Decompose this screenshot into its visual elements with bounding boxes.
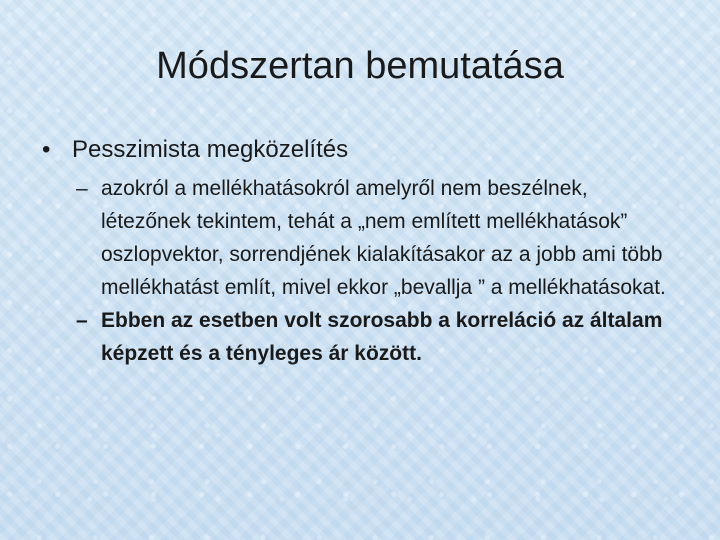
bullet-item <box>40 132 680 168</box>
sub-bullet-text: Ebben az esetben volt szorosabb a korreláció az általam képzett és a tényleges ár között. <box>101 309 663 365</box>
bullet-marker: • <box>42 136 51 163</box>
sub-bullet-item <box>76 304 680 370</box>
slide-title: Módszertan bemutatása <box>156 45 564 87</box>
sub-bullet-marker: – <box>76 309 88 332</box>
bullet-text: Pesszimista megközelítés <box>72 136 349 163</box>
slide-content <box>40 132 680 370</box>
sub-bullet-item <box>76 172 680 304</box>
sub-bullet-text: azokról a mellékhatásokról amelyről nem beszélnek, létezőnek tekintem, tehát a „nem említett mellékhatások” oszlopvektor, sorrendjének kialakításakor az a jobb ami több mellékhatást említ, mivel ekkor „bevallja ” a mellékhatásokat. <box>101 177 666 299</box>
sub-bullet-marker: – <box>76 177 88 200</box>
